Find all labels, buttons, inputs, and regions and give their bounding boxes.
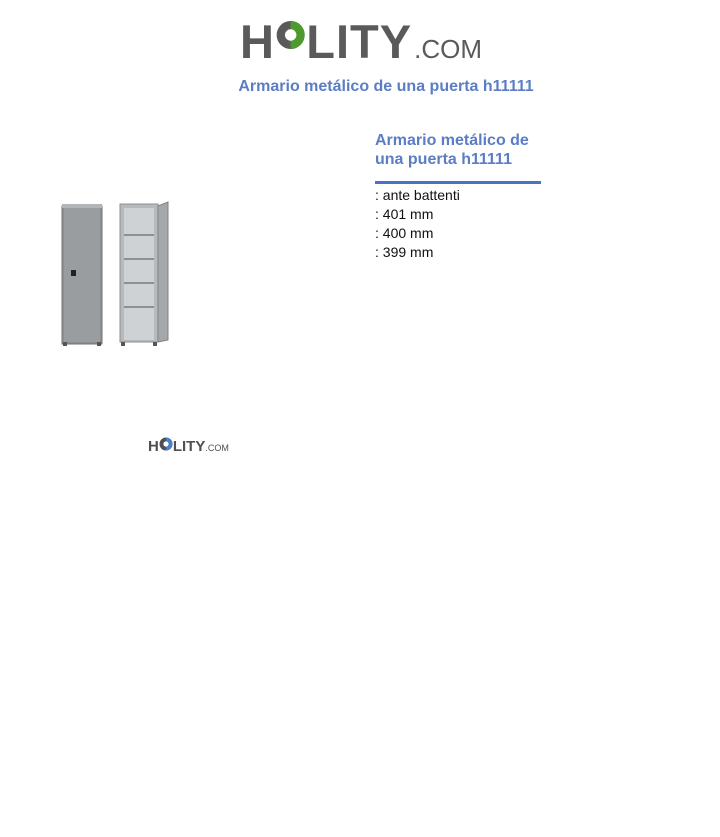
product-heading: Armario metálico de una puerta h11111 xyxy=(375,132,529,168)
logo-letter-h: H xyxy=(240,15,275,68)
product-image xyxy=(58,198,174,350)
logo-word: LITY xyxy=(172,438,206,455)
logo-o-icon xyxy=(159,437,173,451)
holity-logo[interactable] xyxy=(240,12,482,66)
logo-letter-h: H xyxy=(148,438,159,455)
closed-cabinet-illustration xyxy=(62,204,102,346)
page-title: Armario metálico de una puerta h11111 xyxy=(238,78,534,95)
heading-divider xyxy=(375,181,541,184)
holity-logo-small[interactable] xyxy=(148,436,230,458)
spec-line: : 401 mm xyxy=(375,206,434,222)
logo-domain: .COM xyxy=(205,443,229,453)
spec-line: : ante battenti xyxy=(375,187,460,203)
spec-line: : 399 mm xyxy=(375,244,434,260)
open-cabinet-illustration xyxy=(120,202,168,346)
logo-o-icon xyxy=(276,12,305,58)
logo-domain: .COM xyxy=(414,34,482,64)
product-info xyxy=(375,131,541,262)
logo-word: LITY xyxy=(306,15,413,68)
spec-line: : 400 mm xyxy=(375,225,434,241)
